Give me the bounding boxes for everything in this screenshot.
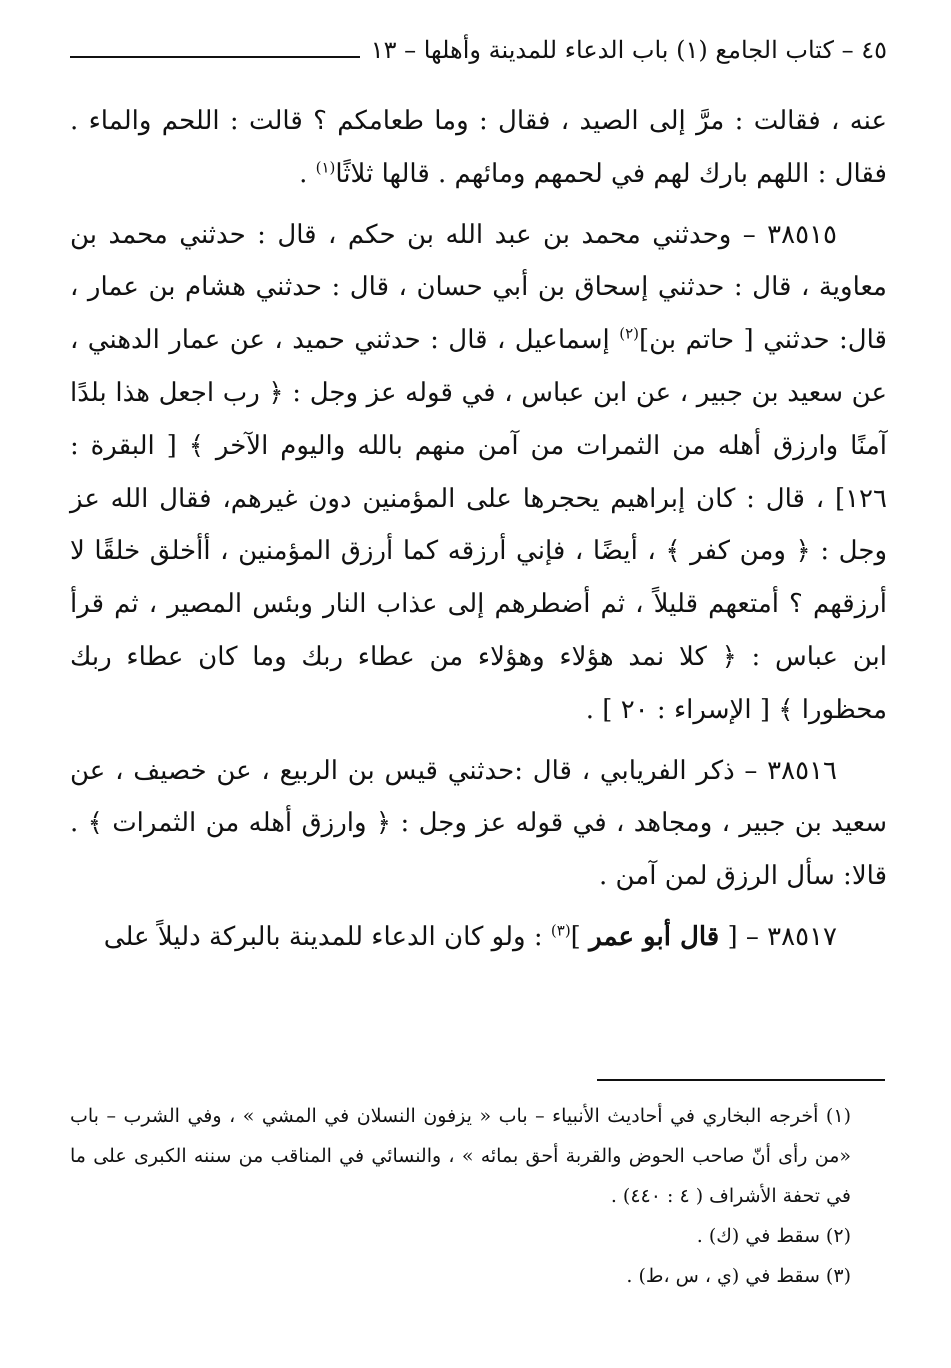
- hadith-38517-number: ٣٨٥١٧ – [: [719, 921, 837, 952]
- hadith-38515: [70, 209, 887, 737]
- hadith-38516-text: ٣٨٥١٦ – ذكر الفريابي ، قال :حدثني قيس بن الربيع ، عن خصيف ، عن سعيد بن جبير ، ومجاهد ، في قوله عز وجل : ﴿ وارزق أهله من الثمرات ﴾ . قالا: سأل الرزق لمن آمن .: [70, 755, 887, 892]
- footnote-ref-1: (١): [315, 158, 336, 177]
- running-header-title: ٤٥ – كتاب الجامع (١) باب الدعاء للمدينة وأهلها – ١٣: [370, 36, 887, 64]
- footnote-separator: [597, 1079, 885, 1081]
- footnote-3: (٣) سقط في (ي ، س ،ط) .: [626, 1265, 851, 1287]
- paragraph-continuation: [70, 95, 887, 201]
- paragraph-text: عنه ، فقالت : مرَّ إلى الصيد ، فقال : وما طعامكم ؟ قالت : اللحم والماء . فقال : اللهم بارك لهم في لحمهم ومائهم . قالها ثلاثًا: [70, 106, 887, 189]
- paragraph-end: .: [299, 158, 316, 189]
- hadith-38516: [70, 745, 887, 903]
- hadith-38515-text-a: ٣٨٥١٥ – وحدثني محمد بن عبد الله بن حكم ، قال : حدثني محمد بن معاوية ، قال : حدثني إسحاق بن أبي حسان ، قال : حدثني هشام بن عمار ، قال: حدثني [ حاتم بن]: [70, 219, 887, 356]
- header-rule: [70, 56, 360, 58]
- footnote-1: (١) أخرجه البخاري في أحاديث الأنبياء – باب « يزفون النسلان في المشي » ، وفي الشرب – باب «من رأى أنّ صاحب الحوض والقربة أحق بمائه » ، والنسائي في المناقب من سننه الكبرى على ما في تحفة الأشراف ( ٤ : ٤٤٠) .: [70, 1105, 851, 1207]
- page-header: [70, 32, 887, 76]
- footnote-ref-2: (٢): [619, 324, 639, 343]
- hadith-38517-author: قال أبو عمر: [589, 921, 720, 952]
- hadith-38515-text-b: إسماعيل ، قال : حدثني حميد ، عن عمار الدهني ، عن سعيد بن جبير ، عن ابن عباس ، في قوله عز وجل : ﴿ رب اجعل هذا بلدًا آمنًا وارزق أهله من الثمرات من آمن منهم بالله واليوم الآخر ﴾ [ البقرة : ١٢٦] ، قال : كان إبراهيم يحجرها على المؤمنين دون غيرهم، فقال الله عز وجل : ﴿ ومن كفر ﴾ ، أيضًا ، فإني أرزقه كما أرزق المؤمنين ، أأخلق خلقًا لا أرزقهم ؟ أمتعهم قليلاً ، ثم أضطرهم إلى عذاب النار وبئس المصير ، ثم قرأ ابن عباس : ﴿ كلا نمد هؤلاء وهؤلاء من عطاء ربك وما كان عطاء ربك محظورا ﴾ [ الإسراء : ٢٠ ] .: [70, 325, 887, 725]
- hadith-38517-bracket: ]: [570, 921, 590, 952]
- hadith-38517: [70, 911, 887, 964]
- footnote-2: (٢) سقط في (ك) .: [696, 1225, 851, 1247]
- footnotes: [70, 1096, 851, 1296]
- hadith-38517-text: : ولو كان الدعاء للمدينة بالبركة دليلاً على: [103, 921, 551, 952]
- footnote-ref-3: (٣): [550, 921, 571, 940]
- main-text: [70, 95, 887, 972]
